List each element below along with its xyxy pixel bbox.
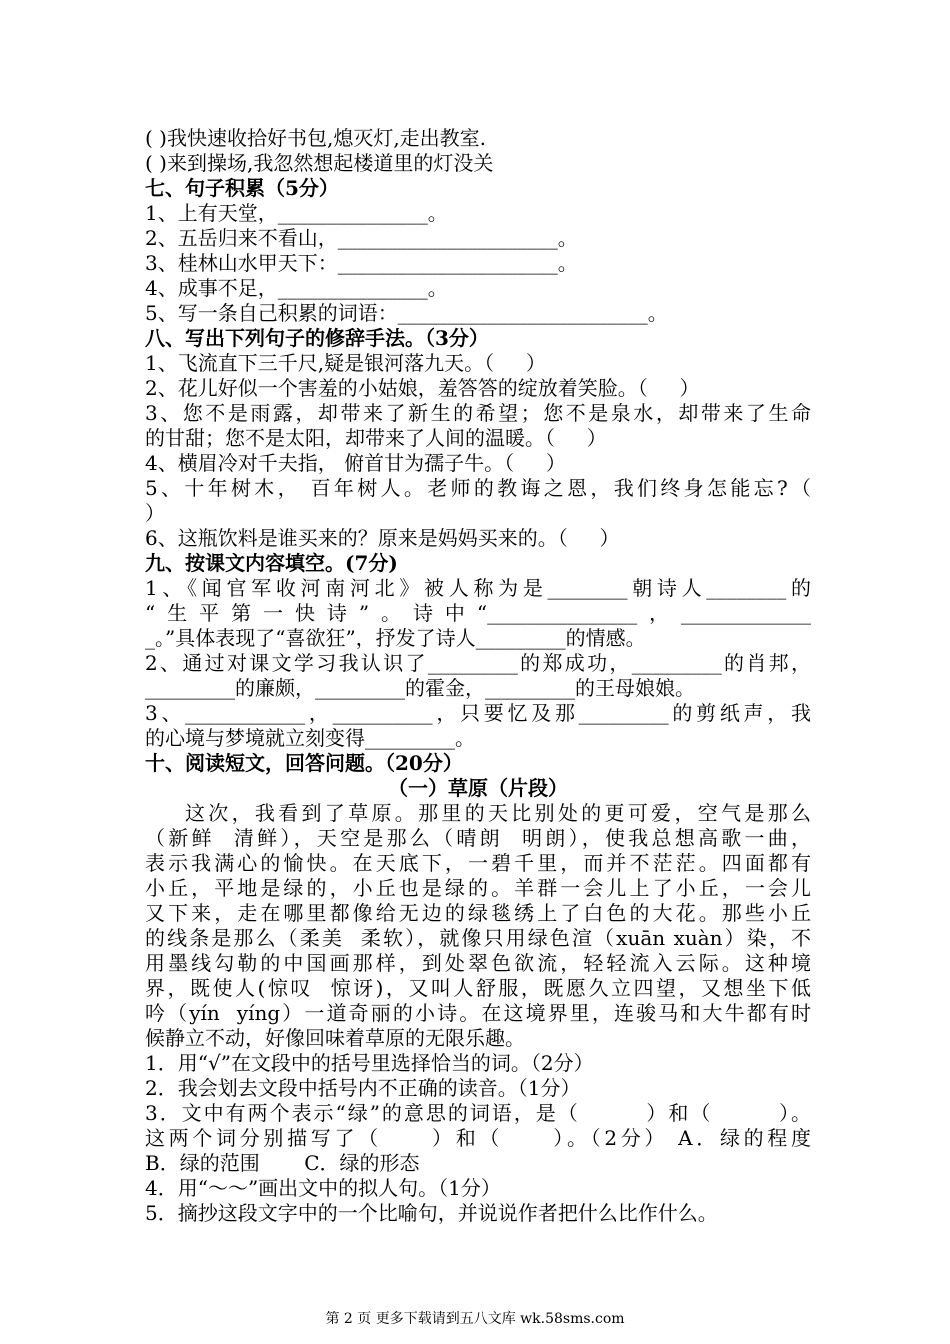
text-line: 3、桂林山水甲天下：______________________。 — [145, 251, 578, 275]
text-line: 3、您不是雨露，却带来了新生的希望；您不是泉水，却带来了生命 — [145, 401, 811, 425]
text-line: 6、这瓶饮料是谁买来的？原来是妈妈买来的。（ ） — [145, 526, 620, 550]
page-footer: 第 2 页 更多下载请到五八文库 wk.58sms.com — [325, 1311, 625, 1327]
text-line: 1．用“√”在文段中的括号里选择恰当的词。（2分） — [145, 1051, 594, 1075]
text-line: 2、通过对课文学习我认识了_________的郑成功，_________的肖邦， — [145, 651, 811, 675]
text-line: 1、上有天堂，_______________。 — [145, 201, 448, 225]
text-line: 小丘，平地是绿的，小丘也是绿的。羊群一会儿上了小丘，一会儿 — [145, 876, 811, 900]
text-line: 用墨线勾勒的中国画那样，到处翠色欲流，轻轻流入云际。这种境 — [145, 951, 811, 975]
text-line: 2、花儿好似一个害羞的小姑娘，羞答答的绽放着笑脸。（ ） — [145, 376, 700, 400]
text-line: 5、十年树木， 百年树人。老师的教诲之恩，我们终身怎能忘?（ — [145, 476, 811, 500]
section-heading: （一）草原（片段） — [388, 776, 568, 800]
text-line: 表示我满心的愉快。在天底下，一碧千里，而并不茫茫。四面都有 — [145, 851, 811, 875]
text-line: 4、横眉冷对千夫指， 俯首甘为孺子牛。（ ） — [145, 451, 566, 475]
text-line: 的甘甜；您不是太阳，却带来了人间的温暖。（ ） — [145, 426, 607, 450]
text-line: （新鲜 清鲜），天空是那么（晴朗 明朗），使我总想高歌一曲， — [145, 826, 811, 850]
text-line: 3、____________，__________，只要忆及那_________的剪纸声，我 — [145, 701, 811, 725]
text-line: 的心境与梦境就立刻变得_________。 — [145, 726, 475, 750]
text-line: _________的廉颇，_________的霍金，_________的王母娘娘。 — [145, 676, 695, 700]
text-line: 1、飞流直下三千尺,疑是银河落九天。（ ） — [145, 351, 546, 375]
text-line: 3．文中有两个表示“绿”的意思的词语，是（ ）和（ ）。 — [145, 1101, 811, 1125]
text-line: 又下来，走在哪里都像给无边的绿毯绣上了白色的大花。那些小丘 — [145, 901, 811, 925]
text-line: 4．用“～～”画出文中的拟人句。（1分） — [145, 1176, 501, 1200]
text-line: 4、成事不足，_______________。 — [145, 276, 448, 300]
section-heading: 十、阅读短文，回答问题。（20分） — [145, 751, 463, 775]
text-line: 候静立不动，好像回味着草原的无限乐趣。 — [145, 1026, 525, 1050]
text-line: ( )来到操场,我忽然想起楼道里的灯没关 — [145, 151, 494, 175]
text-line: 界，既使人(惊叹 惊讶)，又叫人舒服，既愿久立四望，又想坐下低 — [145, 976, 811, 1000]
text-line: 1、《闻官军收河南河北》被人称为是________朝诗人________的 — [145, 576, 811, 600]
text-line: ） — [145, 501, 165, 525]
section-heading: 七、句子积累（5分） — [145, 176, 339, 200]
text-line: ( )我快速收拾好书包,熄灭灯,走出教室. — [145, 126, 487, 150]
text-line: B．绿的范围 C．绿的形态 — [145, 1151, 420, 1175]
text-line: 吟（yín yíng）一道奇丽的小诗。在这境界里，连骏马和大牛都有时 — [145, 1001, 811, 1025]
text-line: 5．摘抄这段文字中的一个比喻句，并说说作者把什么比作什么。 — [145, 1201, 718, 1225]
text-line: 的线条是那么（柔美 柔软），就像只用绿色渲（xuān xuàn）染，不 — [145, 926, 811, 950]
text-line: 2、五岳归来不看山，______________________。 — [145, 226, 578, 250]
text-line: 5、写一条自己积累的词语：_________________________。 — [145, 301, 668, 325]
section-heading: 八、写出下列句子的修辞手法。（3分） — [145, 326, 489, 350]
text-line: 2．我会划去文段中括号内不正确的读音。（1分） — [145, 1076, 581, 1100]
section-heading: 九、按课文内容填空。(7分) — [145, 551, 398, 575]
text-line: “生平第一快诗”。诗中“_______________，_____________ — [145, 601, 811, 625]
document-body — [145, 126, 811, 1226]
text-line: 这两个词分别描写了（ ）和（ ）。（2分） A．绿的程度 — [145, 1126, 811, 1150]
text-line: _。”具体表现了“喜欲狂”，抒发了诗人_________的情感。 — [145, 626, 646, 650]
text-line: 这次，我看到了草原。那里的天比别处的更可爱，空气是那么 — [185, 801, 811, 825]
